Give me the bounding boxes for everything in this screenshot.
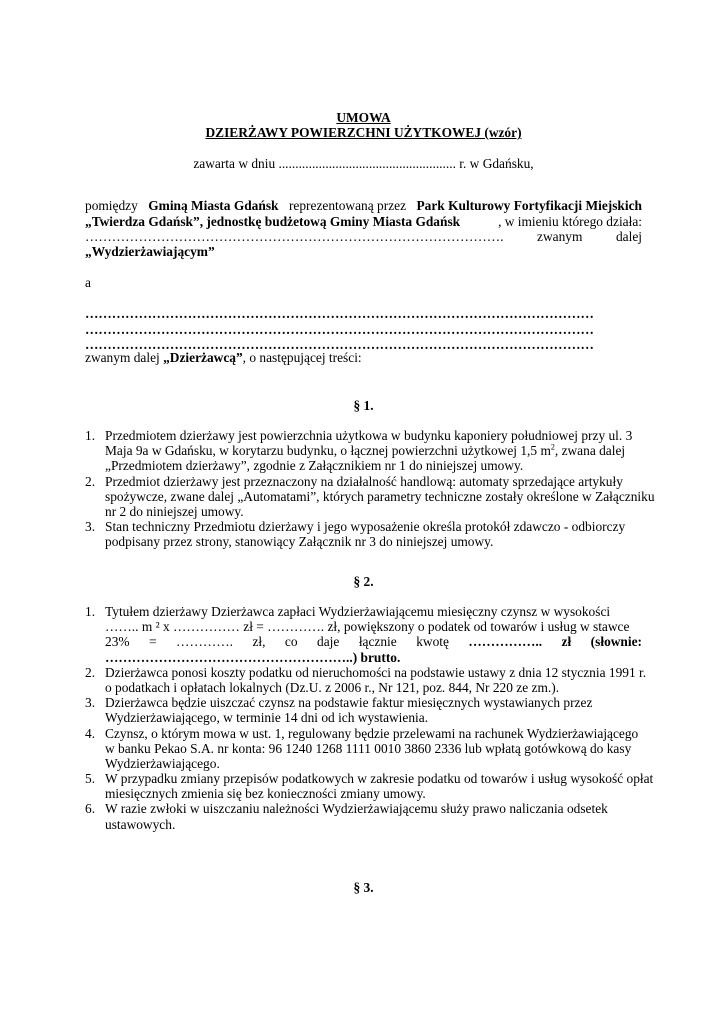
item-line <box>105 741 642 756</box>
item-text: (słownie: <box>590 634 642 650</box>
document-subtitle: DZIERŻAWY POWIERZCHNI UŻYTKOWEJ (wzór) <box>205 125 522 140</box>
parties-word: zwanym <box>537 229 583 244</box>
list-item <box>85 519 642 549</box>
item-text: łącznie <box>358 634 397 650</box>
park-name: Park Kulturowy Fortyfikacji Miejskich <box>416 198 642 213</box>
item-text: co <box>284 634 298 650</box>
item-line <box>105 664 647 680</box>
parties-line-3 <box>85 229 642 245</box>
item-text: nr 2 do niniejszej umowy. <box>105 503 244 519</box>
item-line <box>105 695 642 710</box>
and-word: a <box>85 275 91 290</box>
parties-text: , w imieniu którego działa: <box>498 214 642 229</box>
item-text: spożywcze, zwane dalej „Automatami”, których parametry techniczne zostały określone w Załączniku <box>105 488 655 504</box>
lessor-name: Gminą Miasta Gdańsk <box>148 198 279 213</box>
item-line <box>105 428 642 443</box>
item-line <box>105 443 642 458</box>
list-item <box>85 473 655 520</box>
item-text: Dzierżawca będzie uiszczać czynsz na podstawie faktur miesięcznych wystawianych przez <box>105 695 593 711</box>
item-number: 1. <box>85 428 96 443</box>
item-line <box>105 710 642 725</box>
item-line <box>105 458 642 473</box>
item-text: Maja 9a w Gdańsku, w korytarzu budynku, o łącznej powierzchni użytkowej 1,5 m <box>105 443 551 459</box>
item-number: 2. <box>85 664 96 680</box>
parties-word: reprezentowaną przez <box>288 198 407 213</box>
item-text: W przypadku zmiany przepisów podatkowych w zakresie podatku od towarów i usług wysokość opłat <box>105 771 654 787</box>
list-item <box>85 604 642 665</box>
item-line <box>105 534 642 549</box>
parties-word: pomiędzy <box>85 198 138 213</box>
item-text: Dzierżawca ponosi koszty podatku od nieruchomości na podstawie ustawy z dnia 12 stycznia 1991 r. <box>105 664 647 680</box>
list-item <box>85 664 647 695</box>
item-number: 2. <box>85 473 96 489</box>
item-text: , zwana dalej <box>554 443 626 459</box>
representative-dots: …………………………………………………………………………………. <box>85 229 504 244</box>
item-line <box>105 519 642 534</box>
item-text: …………. <box>176 634 233 650</box>
list-item <box>85 726 642 772</box>
tenant-text-end: , o następującej treści: <box>242 350 362 365</box>
item-number: 5. <box>85 771 96 787</box>
superscript: 2 <box>550 442 555 452</box>
item-text: …….. m ² x …………… zł = …………. zł, powiększony o podatek od towarów i usług w stawce <box>105 619 630 635</box>
item-text: podpisany przez strony, stanowiący Załącznik nr 3 do niniejszej umowy. <box>105 534 494 550</box>
item-text: „Przedmiotem dzierżawy”, zgodnie z Załącznikiem nr 1 do niniejszej umowy. <box>105 458 524 474</box>
parties-line-1 <box>85 198 642 214</box>
item-text: zł <box>561 634 572 650</box>
item-text: miesięcznych zmienia się bez konieczności zmiany umowy. <box>105 786 426 802</box>
section-1-heading: § 1. <box>353 398 374 413</box>
item-text: Wydzierżawiającego, w terminie 14 dni od ich wystawienia. <box>105 710 429 726</box>
parties-word: dalej <box>615 229 642 244</box>
item-line <box>105 634 642 649</box>
document-page <box>85 0 655 1024</box>
tenant-dots-2: …………………………………………………………………………………………………… <box>85 322 594 337</box>
item-number: 3. <box>85 695 96 711</box>
item-line <box>105 474 642 489</box>
lessor-label: „Wydzierżawiającym” <box>85 244 215 259</box>
tenant-text: zwanym dalej <box>85 350 164 365</box>
item-line <box>105 604 642 619</box>
item-text: Przedmiot dzierżawy jest przeznaczony na działalność handlową: automaty sprzedające artykuły <box>105 473 623 489</box>
item-text: ustawowych. <box>105 816 176 832</box>
item-line <box>105 817 642 832</box>
parties-line-2 <box>85 214 642 230</box>
concluded-line: zawarta w dniu ..................................................... r. w Gdańsku, <box>193 156 534 171</box>
item-text: = <box>149 634 157 650</box>
item-number: 4. <box>85 725 96 741</box>
tenant-line <box>85 350 362 366</box>
item-text: Wydzierżawiającego. <box>105 755 220 771</box>
item-text: daje <box>317 634 340 650</box>
item-line <box>105 488 655 504</box>
document-title: UMOWA <box>336 110 391 125</box>
list-item <box>85 801 642 831</box>
section-2-heading: § 2. <box>353 574 374 589</box>
list-item <box>85 695 642 725</box>
item-line <box>105 771 654 787</box>
item-text: W razie zwłoki w uiszczaniu należności Wydzierżawiającemu służy prawo naliczania odsetek <box>105 801 608 817</box>
item-line <box>105 726 642 741</box>
section-3-heading: § 3. <box>353 880 374 895</box>
tenant-dots-1: …………………………………………………………………………………………………… <box>85 306 594 321</box>
item-line <box>105 786 642 801</box>
item-text: o podatkach i opłatach lokalnych (Dz.U. z 2006 r., Nr 121, poz. 844, Nr 220 ze zm.). <box>105 679 560 695</box>
item-text: zł, <box>252 634 266 650</box>
item-text: …………….. <box>468 634 543 650</box>
item-number: 1. <box>85 604 96 619</box>
section-2-list <box>85 604 654 832</box>
item-text: w banku Pekao S.A. nr konta: 96 1240 1268 1111 0010 3860 2336 lub wpłatą gotówkową do kasy <box>105 740 632 756</box>
item-text: Przedmiotem dzierżawy jest powierzchnia użytkowa w budynku kaponiery południowej przy ul. 3 <box>105 428 633 443</box>
item-line <box>105 756 642 771</box>
item-text: 23% <box>105 634 130 650</box>
item-line <box>105 619 642 634</box>
item-line <box>105 801 642 816</box>
item-number: 6. <box>85 801 96 817</box>
park-name-cont: „Twierdza Gdańsk”, jednostkę budżetową Gminy Miasta Gdańsk <box>85 214 461 229</box>
item-number: 3. <box>85 519 96 535</box>
item-line <box>105 680 642 695</box>
item-line <box>105 504 642 519</box>
list-item <box>85 771 654 802</box>
item-text: Stan techniczny Przedmiotu dzierżawy i jego wyposażenie określa protokół zdawczo - odbiorczy <box>105 519 626 535</box>
list-item <box>85 428 642 474</box>
section-1-list <box>85 428 655 550</box>
tenant-label: „Dzierżawcą” <box>163 350 243 365</box>
item-text: ………………………………………………..) brutto. <box>105 649 401 665</box>
item-text: Tytułem dzierżawy Dzierżawca zapłaci Wydzierżawiającemu miesięczny czynsz w wysokości <box>105 604 611 619</box>
item-line <box>105 650 642 665</box>
item-text: kwotę <box>416 634 449 650</box>
tenant-dots-3: …………………………………………………………………………………………………… <box>85 337 594 352</box>
item-text: Czynsz, o którym mowa w ust. 1, regulowany będzie przelewami na rachunek Wydzierżawiającego <box>105 725 639 741</box>
